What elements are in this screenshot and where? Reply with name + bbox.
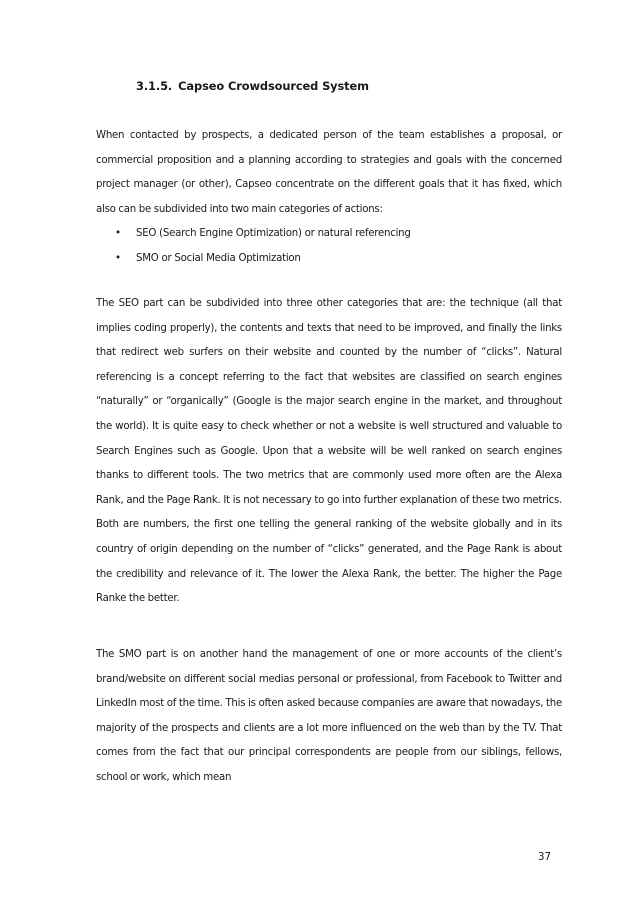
- bullet-list: [96, 222, 562, 271]
- section-title: Capseo Crowdsourced System: [178, 79, 369, 93]
- list-item: [96, 222, 562, 247]
- page-number: 37: [538, 852, 551, 863]
- paragraph-smo: The SMO part is on another hand the management of one or more accounts of the client’s brand/website on different social medias personal or professional, from Facebook to Twitter and LinkedIn most of the time. This is often asked because companies are aware that nowadays, the majority of the prospects and clients are a lot more influenced on the web than by the TV. That comes from the fact that our principal correspondents are people from our siblings, fellows, school or work, which mean: [96, 649, 562, 783]
- bullet-text-smo: SMO or Social Media Optimization: [136, 252, 301, 264]
- bullet-icon: •: [115, 228, 121, 239]
- list-item: [96, 247, 562, 272]
- paragraph-intro: When contacted by prospects, a dedicated person of the team establishes a proposal, or commercial proposition and a planning according to strategies and goals with the concerned project manager (or other), Capseo concentrate on the different goals that it has fixed, which also can be subdivided into two main categories of actions:: [96, 130, 562, 215]
- paragraph-seo: The SEO part can be subdivided into three other categories that are: the technique (all that implies coding properly), the contents and texts that need to be improved, and finally the links that redirect web surfers on their website and counted by the number of “clicks”. Natural referencing is a concept referring to the fact that websites are classified on search engines “naturally” or “organically” (Google is the major search engine in the market, and throughout the world). It is quite easy to check whether or not a website is well structured and valuable to Search Engines such as Google. Upon that a website will be well ranked on search engines thanks to different tools. The two metrics that are commonly used more often are the Alexa Rank, and the Page Rank. It is not necessary to go into further explanation of these two metrics. Both are numbers, the first one telling the general ranking of the website globally and in its country of origin depending on the number of “clicks” generated, and the Page Rank is about the credibility and relevance of it. The lower the Alexa Rank, the better. The higher the Page Ranke the better.: [96, 298, 562, 605]
- bullet-text-seo: SEO (Search Engine Optimization) or natural referencing: [136, 228, 411, 239]
- section-heading: [136, 79, 369, 93]
- section-number: 3.1.5.: [136, 79, 173, 93]
- bullet-icon: •: [115, 252, 121, 264]
